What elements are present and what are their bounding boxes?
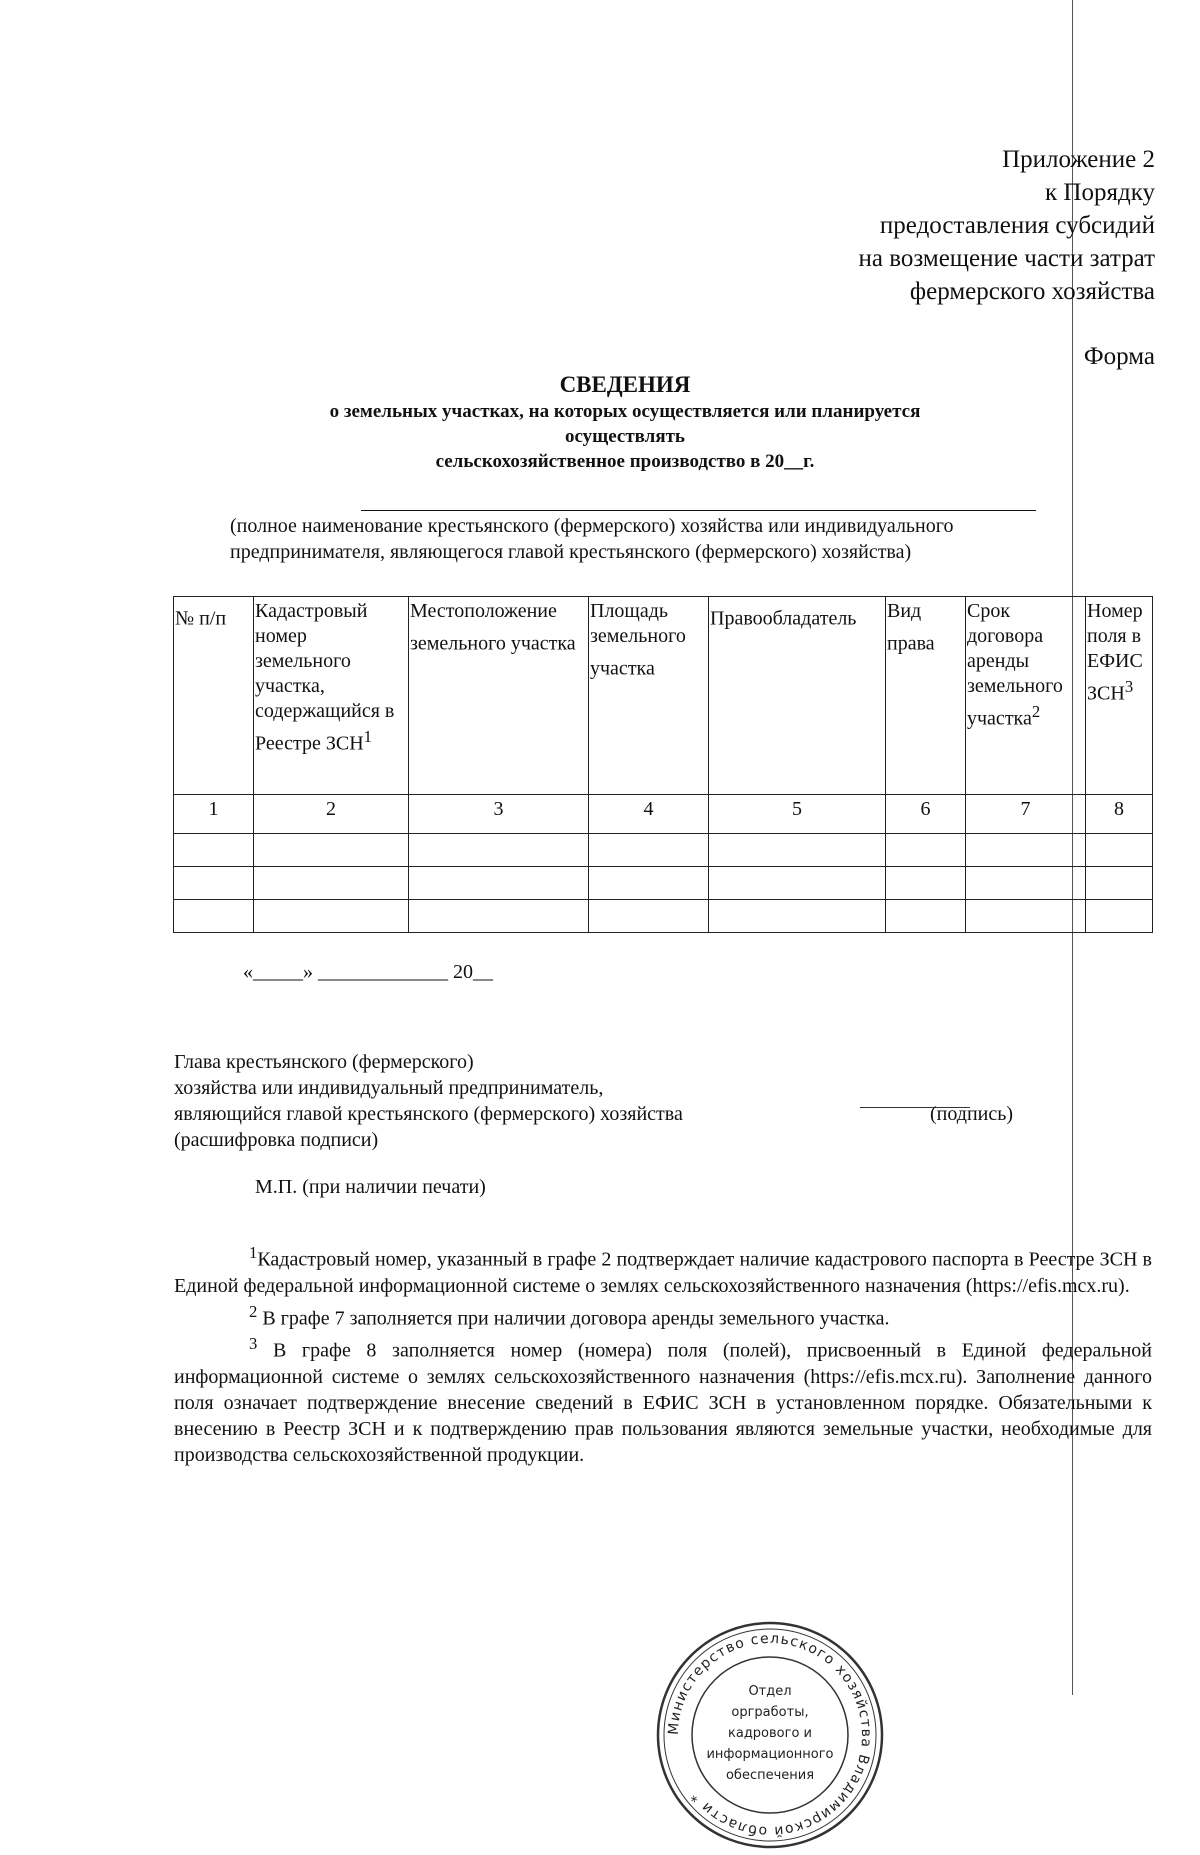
table-cell[interactable]	[409, 900, 589, 933]
table-cell[interactable]	[254, 867, 409, 900]
table-cell[interactable]	[174, 867, 254, 900]
stamp-center-3: кадрового и	[728, 1726, 812, 1741]
table-cell[interactable]	[709, 834, 886, 867]
title-main: СВЕДЕНИЯ	[559, 372, 691, 397]
table-cell[interactable]	[1086, 834, 1153, 867]
caption-line-2: предпринимателя, являющегося главой крестьянского (фермерского) хозяйства)	[230, 541, 912, 563]
column-number: 8	[1086, 795, 1153, 834]
appendix-line-3: предоставления субсидий	[879, 212, 1155, 239]
title-line-3: сельскохозяйственное производство в 20__г.	[435, 451, 815, 472]
header-cell: № п/п	[174, 597, 254, 795]
table-cell[interactable]	[254, 900, 409, 933]
document-title	[175, 371, 1075, 474]
signature-line-2: хозяйства или индивидуальный предприниматель,	[174, 1077, 604, 1099]
table-row	[174, 834, 1153, 867]
table-row	[174, 900, 1153, 933]
stamp-center-5: обеспечения	[725, 1768, 815, 1783]
header-cell: Местоположение земельного участка	[409, 597, 589, 795]
header-cell: Кадастровый номер земельного участка, содержащийся в Реестре ЗСН$^1$	[254, 597, 409, 795]
table-cell[interactable]	[886, 867, 966, 900]
column-number: 3	[409, 795, 589, 834]
name-caption	[230, 513, 1150, 565]
land-plots-table	[173, 596, 1153, 933]
header-cell: Вид права	[886, 597, 966, 795]
column-number-row	[174, 795, 1153, 834]
signature-line-1: Глава крестьянского (фермерского)	[174, 1051, 474, 1073]
table-header-row	[174, 597, 1153, 795]
appendix-line-5: фермерского хозяйства	[909, 278, 1155, 305]
table-cell[interactable]	[589, 834, 709, 867]
table-cell[interactable]	[409, 867, 589, 900]
header-cell: Площадь земельного участка	[589, 597, 709, 795]
table-cell[interactable]	[709, 900, 886, 933]
official-stamp	[650, 1615, 890, 1855]
form-label: Форма	[1083, 343, 1155, 370]
stamp-ring-text: Министерство сельского хозяйства Владимирской области *	[665, 1630, 875, 1840]
column-number: 6	[886, 795, 966, 834]
header-cell: Номер поля в ЕФИС ЗСН$^3$	[1086, 597, 1153, 795]
seal-place: М.П. (при наличии печати)	[255, 1176, 486, 1198]
table-cell[interactable]	[966, 900, 1086, 933]
signature-line-4: (расшифровка подписи)	[174, 1129, 379, 1151]
table-cell[interactable]	[589, 900, 709, 933]
date-line: «_____» _____________ 20__	[243, 961, 493, 983]
column-number: 1	[174, 795, 254, 834]
header-cell: Срок договора аренды земельного участка$^2$	[966, 597, 1086, 795]
caption-line-1: (полное наименование крестьянского (фермерского) хозяйства или индивидуального	[230, 515, 954, 537]
table-cell[interactable]	[886, 834, 966, 867]
table-cell[interactable]	[886, 900, 966, 933]
footnote-1: $^1$Кадастровый номер, указанный в графе 2 подтверждает наличие кадастрового паспорта в Реестре ЗСН в Единой федеральной информационной системе о землях сельскохозяйственного назначения (https://efis.mcx.ru).	[174, 1243, 1152, 1297]
stamp-center-2: оргработы,	[731, 1705, 809, 1720]
header-cell: Правообладатель	[709, 597, 886, 795]
stamp-center-1: Отдел	[748, 1684, 792, 1699]
table-cell[interactable]	[966, 834, 1086, 867]
footnote-2: $^2$ В графе 7 заполняется при наличии договора аренды земельного участка.	[249, 1301, 890, 1330]
appendix-header	[859, 143, 1156, 308]
signature-block	[174, 1049, 1074, 1153]
appendix-line-1: Приложение 2	[1002, 146, 1155, 173]
table-cell[interactable]	[174, 834, 254, 867]
column-number: 7	[966, 795, 1086, 834]
table-cell[interactable]	[254, 834, 409, 867]
table-row	[174, 867, 1153, 900]
column-number: 2	[254, 795, 409, 834]
table-cell[interactable]	[409, 834, 589, 867]
signature-line-3: являющийся главой крестьянского (фермерского) хозяйства	[174, 1103, 683, 1125]
title-line-1: о земельных участках, на которых осуществляется или планируется	[329, 401, 921, 422]
signature-caption: (подпись)	[930, 1103, 1014, 1125]
table-cell[interactable]	[709, 867, 886, 900]
table-cell[interactable]	[589, 867, 709, 900]
footnote-3: $^3$ В графе 8 заполняется номер (номера) поля (полей), присвоенный в Единой федеральной информационной системе о землях сельскохозяйственного назначения (https://efis.mcx.ru). Заполнение данного поля означает подтверждение внесение сведений в ЕФИС ЗСН в установленном порядке. Обязательными к внесению в Реестр ЗСН и к подтверждению прав пользования являются земельные участки, необходимые для производства сельскохозяйственной продукции.	[174, 1334, 1152, 1466]
column-number: 4	[589, 795, 709, 834]
name-underline	[361, 510, 1036, 511]
appendix-line-2: к Порядку	[1045, 179, 1155, 206]
stamp-center-4: информационного	[706, 1747, 834, 1762]
table-cell[interactable]	[966, 867, 1086, 900]
table-cell[interactable]	[174, 900, 254, 933]
appendix-line-4: на возмещение части затрат	[858, 245, 1155, 272]
title-line-2: осуществлять	[565, 426, 685, 447]
footnotes	[174, 1240, 1152, 1468]
table-cell[interactable]	[1086, 900, 1153, 933]
column-number: 5	[709, 795, 886, 834]
table-cell[interactable]	[1086, 867, 1153, 900]
